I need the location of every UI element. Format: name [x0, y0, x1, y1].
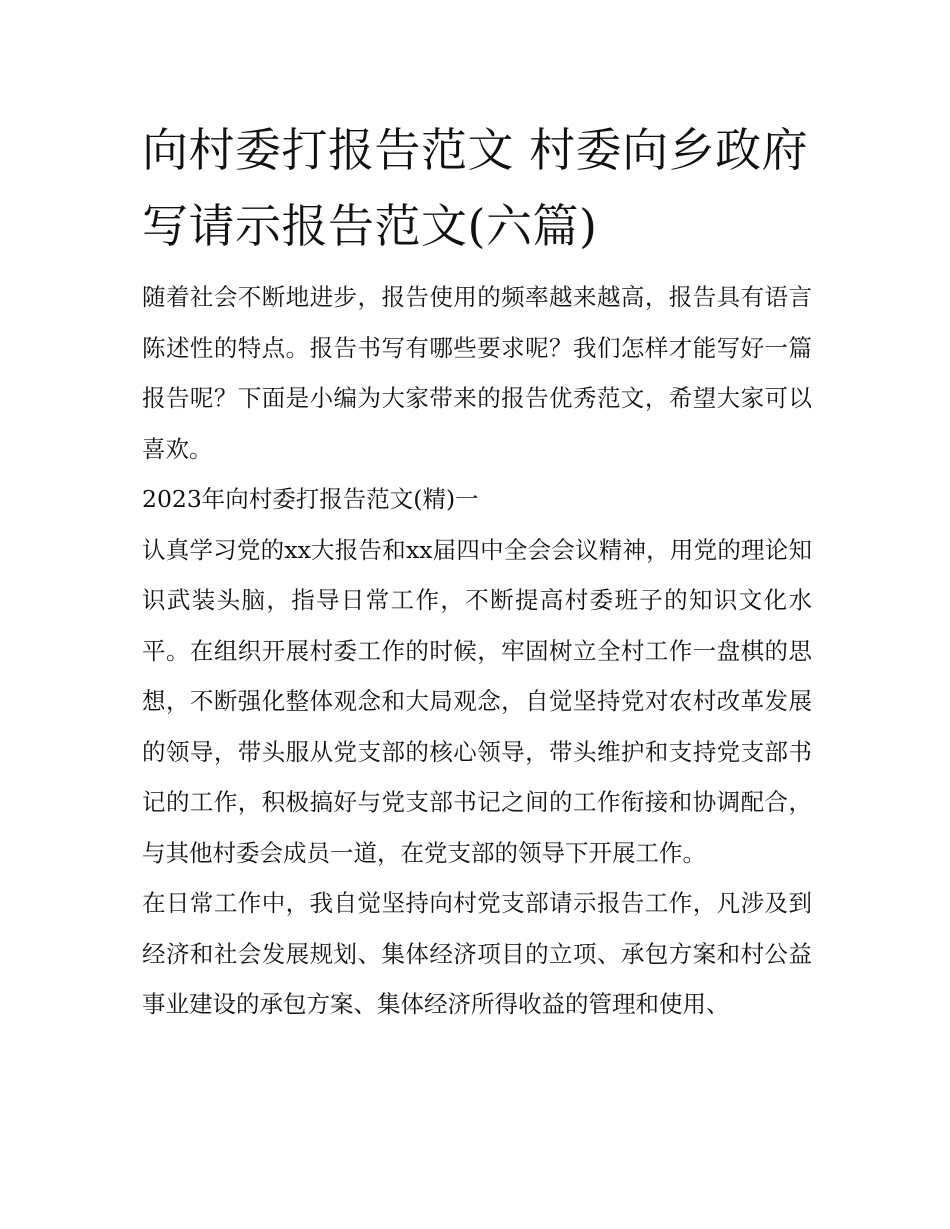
document-page: [142, 112, 812, 1030]
body-paragraph-1: 认真学习党的xx大报告和xx届四中全会会议精神，用党的理论知识武装头脑，指导日常工作，不断提高村委班子的知识文化水平。在组织开展村委工作的时候，牢固树立全村工作一盘棋的思想，不断强化整体观念和大局观念，自觉坚持党对农村改革发展的领导，带头服从党支部的核心领导，带头维护和支持党支部书记的工作，积极搞好与党支部书记之间的工作衔接和协调配合，与其他村委会成员一道，在党支部的领导下开展工作。: [142, 535, 812, 867]
body-paragraph-2: 在日常工作中，我自觉坚持向村党支部请示报告工作，凡涉及到经济和社会发展规划、集体经济项目的立项、承包方案和村公益事业建设的承包方案、集体经济所得收益的管理和使用、: [142, 889, 812, 1018]
section-heading: 2023年向村委打报告范文(精)一: [142, 485, 479, 513]
intro-paragraph: 随着社会不断地进步，报告使用的频率越来越高，报告具有语言陈述性的特点。报告书写有哪些要求呢？我们怎样才能写好一篇报告呢？下面是小编为大家带来的报告优秀范文，希望大家可以喜欢。: [142, 283, 812, 463]
document-title: 向村委打报告范文 村委向乡政府写请示报告范文(六篇): [142, 123, 809, 253]
